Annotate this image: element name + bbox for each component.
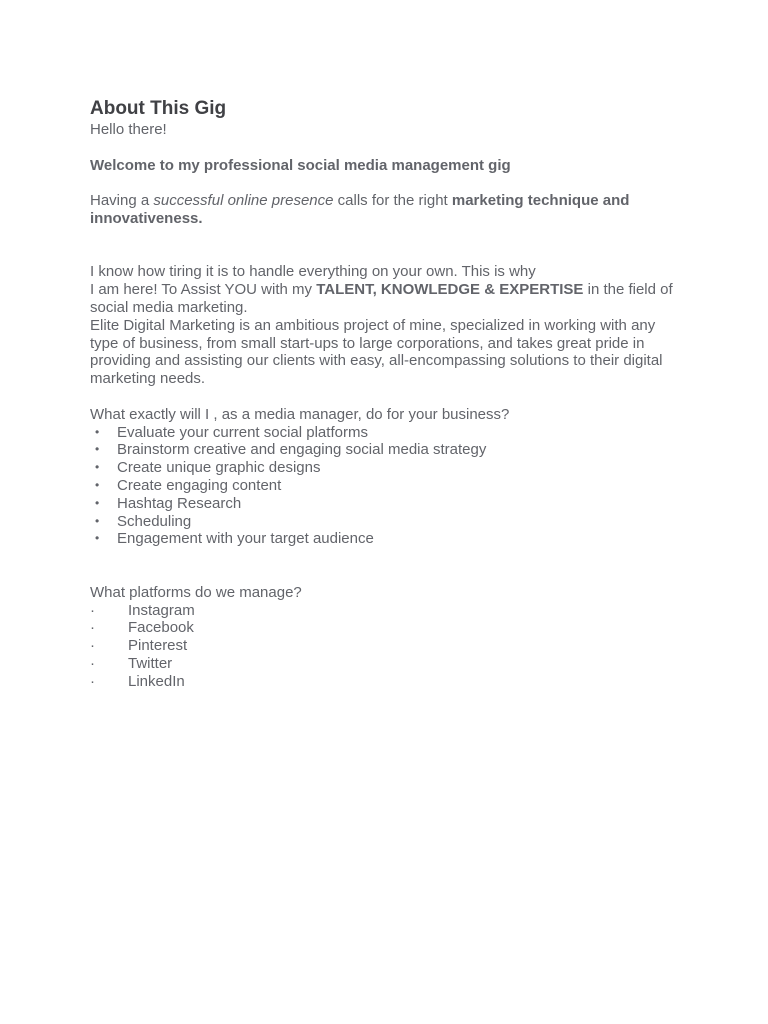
list-item	[90, 441, 680, 459]
middot-icon: ·	[90, 637, 95, 655]
service-label: Scheduling	[117, 512, 192, 530]
assist-post: in the field of social media marketing.	[90, 281, 673, 316]
list-item	[90, 424, 680, 442]
presence-bold: marketing technique and innovativeness.	[90, 192, 630, 227]
tiring-text: I know how tiring it is to handle everything on your own. This is why	[90, 263, 536, 281]
list-item	[90, 602, 680, 620]
bullet-icon: •	[95, 495, 100, 510]
bullet-icon: •	[95, 424, 100, 439]
service-label: Create unique graphic designs	[117, 459, 321, 477]
list-item	[90, 530, 680, 548]
gig-description	[90, 97, 680, 691]
spacer	[90, 174, 680, 192]
welcome-heading: Welcome to my professional social media management gig	[90, 156, 511, 174]
platform-label: LinkedIn	[128, 672, 185, 690]
middot-icon: ·	[90, 672, 95, 690]
platform-label: Instagram	[128, 601, 195, 619]
bullet-icon: •	[95, 531, 100, 546]
spacer	[90, 388, 680, 406]
platforms-list	[90, 602, 680, 691]
page-title: About This Gig	[90, 98, 227, 119]
bullet-icon: •	[95, 442, 100, 457]
services-list	[90, 424, 680, 549]
service-label: Evaluate your current social platforms	[117, 423, 368, 441]
platform-label: Pinterest	[128, 637, 188, 655]
assist-pre: I am here! To Assist YOU with my	[90, 281, 317, 299]
bullet-icon: •	[95, 477, 100, 492]
bullet-icon: •	[95, 460, 100, 475]
list-item	[90, 673, 680, 691]
service-label: Hashtag Research	[117, 494, 242, 512]
presence-paragraph	[90, 192, 680, 228]
list-item	[90, 459, 680, 477]
list-item	[90, 495, 680, 513]
assist-bold: TALENT, KNOWLEDGE & EXPERTISE	[316, 281, 584, 299]
middot-icon: ·	[90, 619, 95, 637]
assist-paragraph	[90, 281, 680, 317]
bullet-icon: •	[95, 513, 100, 528]
middot-icon: ·	[90, 654, 95, 672]
presence-pre: Having a	[90, 192, 154, 210]
presence-mid: calls for the right	[333, 192, 452, 210]
spacer	[90, 139, 680, 157]
presence-italic: successful online presence	[153, 192, 334, 210]
list-item	[90, 655, 680, 673]
list-item	[90, 637, 680, 655]
services-question: What exactly will I , as a media manager, do for your business?	[90, 405, 510, 423]
greeting-text: Hello there!	[90, 121, 167, 138]
middot-icon: ·	[90, 601, 95, 619]
list-item	[90, 477, 680, 495]
list-item	[90, 513, 680, 531]
platform-label: Twitter	[128, 654, 173, 672]
service-label: Brainstorm creative and engaging social media strategy	[117, 441, 487, 459]
spacer	[90, 548, 680, 584]
list-item	[90, 619, 680, 637]
elite-paragraph: Elite Digital Marketing is an ambitious project of mine, specialized in working with any type of business, from small start-ups to large corporations, and takes great pride in providing and assisting our clients with easy, all-encompassing solutions to their digital marketing needs.	[90, 316, 663, 388]
service-label: Create engaging content	[117, 476, 282, 494]
service-label: Engagement with your target audience	[117, 530, 374, 548]
spacer	[90, 228, 680, 264]
platforms-question: What platforms do we manage?	[90, 583, 302, 601]
platform-label: Facebook	[128, 619, 194, 637]
